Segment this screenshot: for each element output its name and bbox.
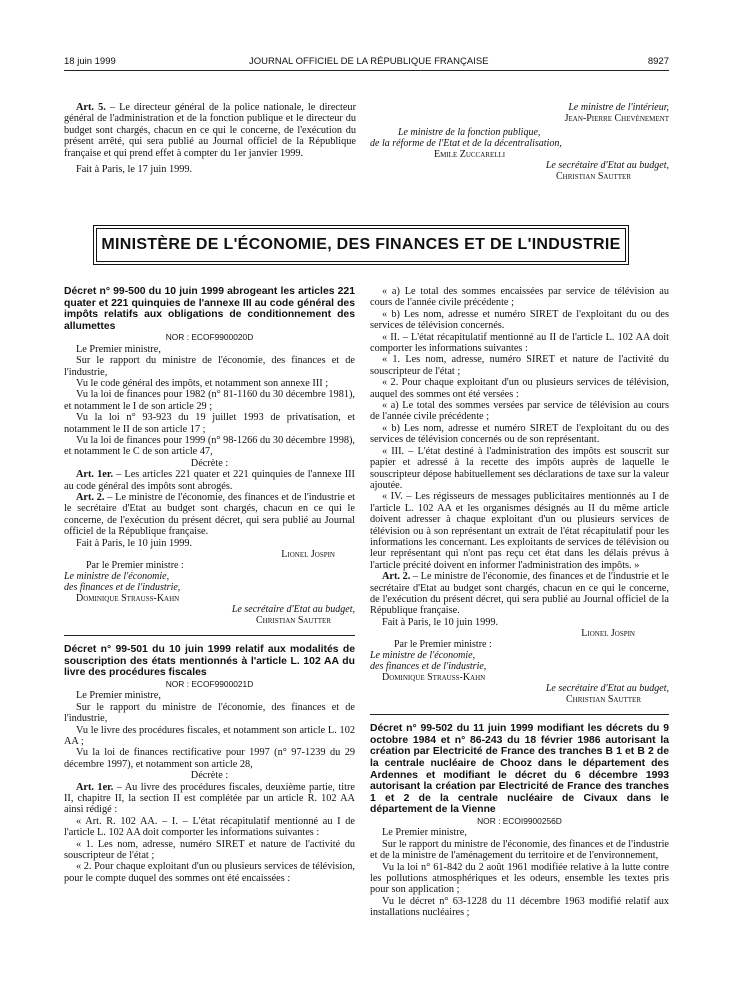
decree-501-r5: « 2. Pour chaque exploitant d'un ou plusieurs services de télévision, auquel des sommes ont été versées : <box>370 377 669 400</box>
sig-budget-name: Christian Sautter <box>555 171 631 182</box>
header-page-number: 8927 <box>647 56 669 67</box>
art5-label: Art. 5. <box>76 102 106 113</box>
decree-500-art2-text: – Le ministre de l'économie, des finances et de l'industrie et le secrétaire d'Etat au budget sont chargés, chacun en ce qui le concerne, de l'exécution du présent décret, qui sera publié au Journal officiel de la République française. <box>64 492 356 538</box>
running-header <box>64 56 669 70</box>
decree-502-p3: Vu la loi n° 61-842 du 2 août 1961 modifiée relative à la lutte contre les pollutions atmosphériques et les odeurs, ensemble les textes pris pour son application ; <box>370 861 669 896</box>
sig-interior-role: Le ministre de l'intérieur, <box>568 102 669 113</box>
header-journal: JOURNAL OFFICIEL DE LA RÉPUBLIQUE FRANÇAISE <box>249 56 489 67</box>
decree-501-q2: « 1. Les nom, adresse, numéro SIRET et nature de l'activité du souscripteur de l'état ; <box>64 838 355 861</box>
decree-500-pm-name: Lionel Jospin <box>281 549 335 561</box>
decree-501-r7: « b) Les nom, adresse et numéro SIRET de l'exploitant du ou des services de télévision concernés ou de son représentant. <box>370 422 669 446</box>
decree-501-p1: Le Premier ministre, <box>76 690 161 702</box>
decree-501-r1: « a) Le total des sommes encaissées par service de télévision au cours de l'année civile précédente ; <box>370 286 669 309</box>
decree-501-art1-label: Art. 1er. <box>76 781 114 793</box>
sig-fp-name: Emile Zuccarelli <box>434 149 506 160</box>
sig-interior-name: Jean-Pierre Chevènement <box>564 113 669 124</box>
sig-fp-role-2: de la réforme de l'Etat et de la décentralisation, <box>370 138 562 149</box>
decree-501-r2: « b) Les nom, adresse et numéro SIRET de l'exploitant du ou des services de télévision concernés. <box>370 308 669 332</box>
decree-501-p3: Vu le livre des procédures fiscales, et notamment son article L. 102 AA ; <box>64 724 355 747</box>
decree-501-sec-role: Le secrétaire d'Etat au budget, <box>545 683 669 695</box>
decree-501-art1 <box>64 782 355 816</box>
decree-501-min-role-2: des finances et de l'industrie, <box>370 661 487 673</box>
decree-500-p4: Vu la loi de finances pour 1982 (n° 81-1160 du 30 décembre 1981), et notamment le I de son article 29 ; <box>64 389 355 412</box>
decree-501-r6: « a) Le total des sommes versées par service de télévision au cours de l'année civile précédente ; <box>370 400 669 423</box>
decree-501-min-role-1: Le ministre de l'économie, <box>370 650 476 662</box>
sig-budget-role: Le secrétaire d'Etat au budget, <box>545 160 669 171</box>
decree-500-p2: Sur le rapport du ministre de l'économie, des finances et de l'industrie, <box>64 355 355 378</box>
decree-501-q1: « Art. R. 102 AA. – I. – L'état récapitulatif mentionné au I de l'article L. 102 AA doit comporter les informations suivantes : <box>64 815 355 839</box>
sig-fp-role-1: Le ministre de la fonction publique, <box>398 127 541 138</box>
decree-500-p3: Vu le code général des impôts, et notamment son annexe III ; <box>76 378 329 389</box>
top-fait: Fait à Paris, le 17 juin 1999. <box>76 164 193 176</box>
decree-500-signatures <box>64 549 355 626</box>
decree-501-art2-label: Art. 2. <box>382 571 411 583</box>
decree-500-nor: NOR : ECOF9900020D <box>165 332 254 343</box>
decree-501-art2-text: – Le ministre de l'économie, des finances et de l'industrie et le secrétaire d'Etat au budget sont chargés, chacun en ce qui le concerne, de l'exécution du présent décret, qui sera publié au Journal officiel de la République française. <box>370 571 669 617</box>
decree-502-p4: Vu le décret n° 63-1228 du 11 décembre 1963 modifié relatif aux installations nucléaires ; <box>370 895 669 919</box>
decree-500-sec-name: Christian Sautter <box>255 615 331 627</box>
decree-501-par: Par le Premier ministre : <box>394 639 492 651</box>
decree-500-par: Par le Premier ministre : <box>86 560 184 572</box>
decree-500-p1: Le Premier ministre, <box>76 343 161 355</box>
decree-502-p1: Le Premier ministre, <box>382 827 467 839</box>
decree-501-r8: « III. – L'état destiné à l'administration des impôts est souscrit sur papier et adressé à la recette des impôts auprès de laquelle le souscripteur dépose habituellement ses déclarations de taxe sur la valeur ajoutée. <box>370 445 669 491</box>
header-date: 18 juin 1999 <box>64 56 116 67</box>
right-column <box>370 286 669 919</box>
decree-501-decrete: Décrète : <box>190 770 229 782</box>
decree-502-title: Décret n° 99-502 du 11 juin 1999 modifiant les décrets du 9 octobre 1984 et n° 86-243 du 18 février 1986 autorisant la création par Electricité de France des tranches B 1 et B 2 de la centrale nucléaire de Chooz dans le département des Ardennes et modifiant le décret du 6 décembre 1993 autorisant la création par Electricité de France des tranches 1 et 2 de la centrale nucléaire de Civaux dans le département de la Vienne <box>370 723 669 816</box>
ministry-title: MINISTÈRE DE L'ÉCONOMIE, DES FINANCES ET DE L'INDUSTRIE <box>101 236 621 253</box>
decree-501-p4: Vu la loi de finances rectificative pour 1997 (n° 97-1239 du 29 décembre 1997), et notamment son article 28, <box>64 747 355 770</box>
decree-501-p2: Sur le rapport du ministre de l'économie, des finances et de l'industrie, <box>64 701 355 725</box>
header-rule <box>64 70 669 71</box>
decree-500-title: Décret n° 99-500 du 10 juin 1999 abrogeant les articles 221 quater et 221 quinquies de l'annexe III au code général des impôts relatifs aux obligations de conditionnement des allumettes <box>64 286 355 332</box>
decree-500-min-name: Dominique Strauss-Kahn <box>76 593 180 605</box>
decree-500-min-role-1: Le ministre de l'économie, <box>64 571 170 583</box>
decree-500-fait: Fait à Paris, le 10 juin 1999. <box>76 537 193 549</box>
decree-501-nor: NOR : ECOF9900021D <box>165 678 254 689</box>
decree-501-sec-name: Christian Sautter <box>565 694 641 706</box>
decree-500-art2 <box>64 492 355 538</box>
decree-501-r4: « 1. Les nom, adresse, numéro SIRET et nature de l'activité du souscripteur de l'état ; <box>370 354 669 377</box>
decree-502-nor: NOR : ECOI9900256D <box>477 815 562 826</box>
decree-500-min-role-2: des finances et de l'industrie, <box>64 582 181 594</box>
top-signatures <box>370 102 669 182</box>
decree-501-pm-name: Lionel Jospin <box>581 628 635 640</box>
art5-text: – Le directeur général de la police nationale, le directeur général de l'administration et de la fonction publique et le directeur du budget sont chargés, chacun en ce qui le concerne, de l'exécution du présent arrêté, qui sera publié au Journal officiel de la République française et qui prend effet à compter du 1er janvier 1999. <box>64 102 357 159</box>
decree-501-fait: Fait à Paris, le 10 juin 1999. <box>382 616 499 628</box>
decree-501-art1-text: – Au livre des procédures fiscales, deuxième partie, titre II, chapitre II, la section II est complétée par un article R. 102 AA ainsi rédigé : <box>64 781 355 816</box>
decree-501-title: Décret n° 99-501 du 10 juin 1999 relatif aux modalités de souscription des états mentionnés à l'article L. 102 AA du livre des procédures fiscales <box>64 644 355 679</box>
decree-500-art2-label: Art. 2. <box>76 492 105 504</box>
decree-500-art1 <box>64 469 355 492</box>
ministry-banner <box>96 228 626 262</box>
decree-502-p2: Sur le rapport du ministre de l'économie, des finances et de l'industrie et de la ministre de l'aménagement du territoire et de l'environnement, <box>370 838 669 862</box>
decree-500-decrete: Décrète : <box>190 457 229 469</box>
decree-500-sec-role: Le secrétaire d'Etat au budget, <box>231 604 355 616</box>
top-left-column <box>64 102 356 175</box>
decree-separator-right <box>370 714 669 715</box>
decree-separator <box>64 635 355 636</box>
decree-501-r3: « II. – L'état récapitulatif mentionné au II de l'article L. 102 AA doit comporter les informations suivantes : <box>370 331 669 355</box>
decree-501-q3: « 2. Pour chaque exploitant d'un ou plusieurs services de télévision, pour le compte duquel des sommes ont été encaissées : <box>64 861 355 884</box>
decree-500-art1-text: – Les articles 221 quater et 221 quinquies de l'annexe III au code général des impôts sont abrogés. <box>64 469 355 492</box>
decree-501-r9: « IV. – Les régisseurs de messages publicitaires mentionnés au I de l'article L. 102 AA et les organismes désignés au II du même article doivent adresser à chaque exploitant d'un ou plusieurs services de télévision ou à son représentant un extrait de l'état récapitulatif pour les informations les concernant. Les exploitants de services de télévision ou leur représentant qui n'ont pas reçu cet état dans les délais prévus à l'article précité doivent en informer l'administration des impôts. » <box>370 491 669 571</box>
decree-500-art1-label: Art. 1er. <box>76 469 114 481</box>
decree-501-art2 <box>370 571 669 617</box>
left-column <box>64 286 355 884</box>
decree-501-signatures <box>370 628 669 705</box>
art5-paragraph <box>64 102 356 159</box>
decree-500-p5: Vu la loi n° 93-923 du 19 juillet 1993 de privatisation, et notamment le II de son article 17 ; <box>64 412 355 435</box>
decree-500-p6: Vu la loi de finances pour 1999 (n° 98-1266 du 30 décembre 1998), et notamment le C de son article 47, <box>64 435 355 458</box>
decree-501-min-name: Dominique Strauss-Kahn <box>382 672 486 684</box>
